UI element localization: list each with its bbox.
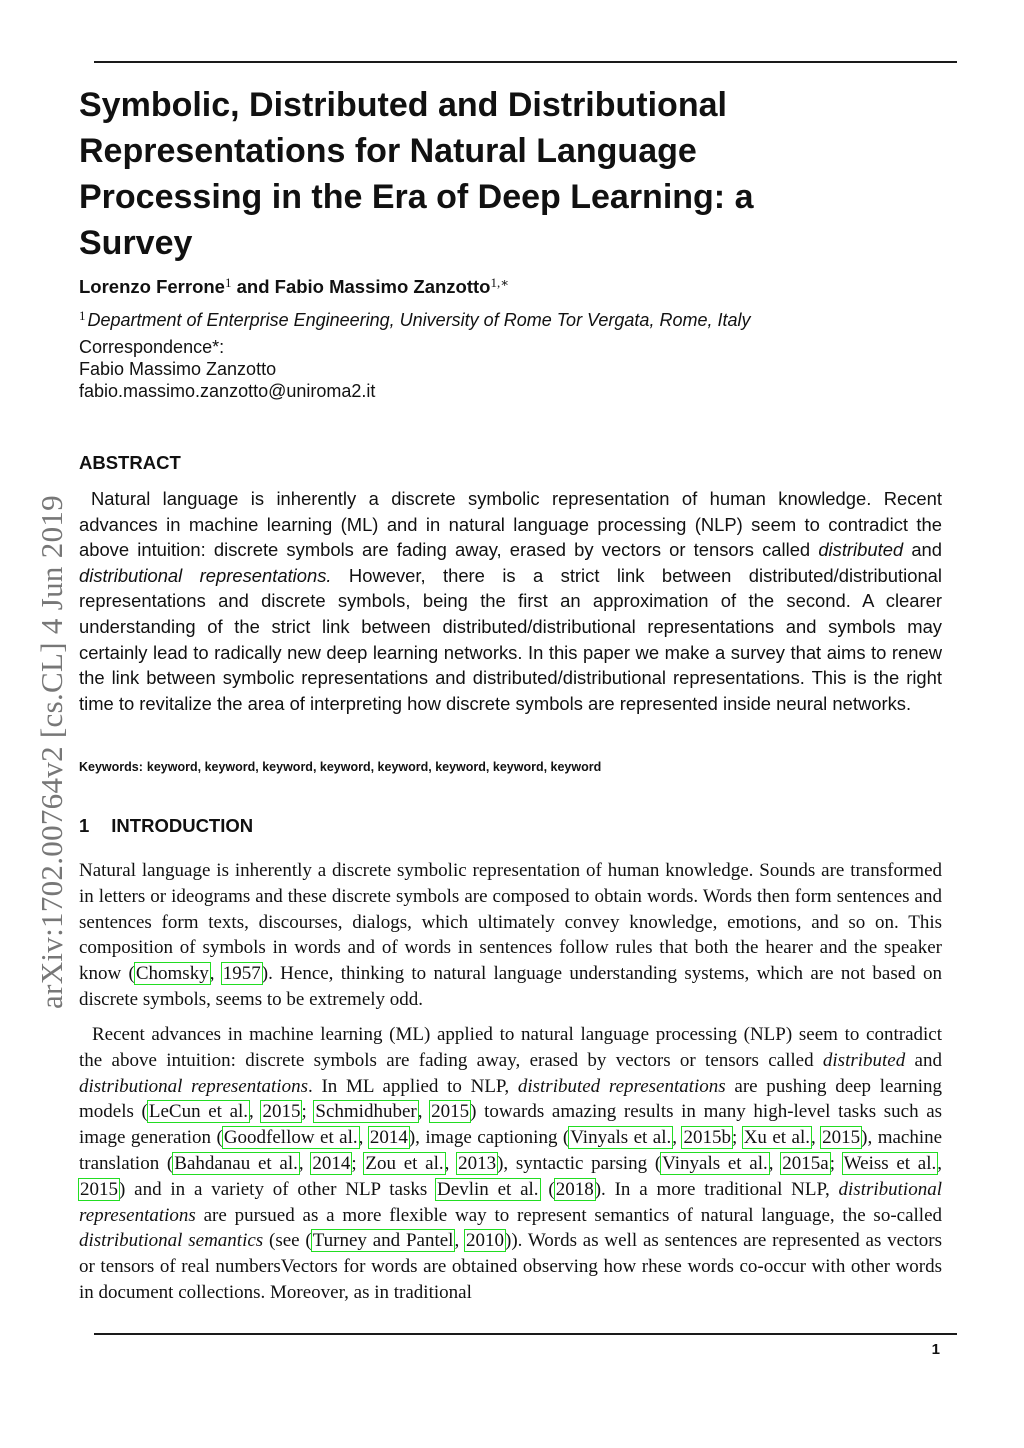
abstract-emphasis: distributed	[818, 539, 904, 561]
citation-link[interactable]: 2018	[555, 1178, 594, 1200]
text-span: Recent advances in machine learning (ML) applied to natural language processing (NLP) seem to contradict the above intuition: discrete symbols are fading away, erased by vectors or tensors called	[79, 1024, 942, 1071]
citation-link[interactable]: Weiss et al.	[843, 1152, 937, 1174]
text-span: )). Words as well as sentences are represented as vectors or tensors of real numbersVectors for words are obtained observing how rhese words co-occur with other words in document collections. Moreover, as in traditional	[79, 1230, 943, 1303]
citation-link[interactable]: Vinyals et al.	[662, 1152, 768, 1174]
section-heading-introduction	[79, 815, 253, 837]
text-span: ), syntactic parsing (	[497, 1152, 662, 1174]
text-span: are pushing deep learning models (	[79, 1075, 943, 1123]
text-span: ;	[351, 1152, 365, 1174]
keywords-text: keyword, keyword, keyword, keyword, keyword, keyword, keyword, keyword	[146, 760, 602, 774]
author-affiliation-mark: 1	[224, 275, 232, 290]
text-span: ,	[417, 1101, 431, 1123]
text-span: ,	[209, 963, 222, 985]
abstract-span: and	[903, 539, 942, 561]
emphasis: distributed	[822, 1049, 906, 1071]
author-affiliation-mark: 1,∗	[490, 275, 510, 290]
citation-link[interactable]: 1957	[222, 963, 261, 985]
correspondence-email: fabio.massimo.zanzotto@uniroma2.it	[79, 381, 376, 401]
header-rule	[94, 61, 957, 63]
text-span: ), machine translation (	[79, 1127, 943, 1174]
text-span: Natural language is inherently a discrete symbolic representation of human knowledge. Sounds are transformed in letters or ideograms and these discrete symbols are composed to obtain words. Words then form sentences and sentences form texts, discourses, dialogs, which ultimately convey knowledge, emotions, and so on. This composition of symbols in words and of words in sentences follow rules that both the hearer and the speaker know (	[79, 860, 942, 985]
abstract-emphasis: distributional representations.	[79, 564, 332, 586]
citation-link[interactable]: Vinyals et al.	[570, 1127, 672, 1149]
citation-link[interactable]: Goodfellow et al.	[223, 1127, 358, 1149]
text-span: ,	[937, 1152, 943, 1174]
text-span: and	[905, 1049, 942, 1071]
citation-link[interactable]: LeCun et al.	[148, 1101, 249, 1123]
page-number: 1	[931, 1341, 940, 1358]
text-span: ;	[301, 1101, 315, 1123]
abstract-span: However, there is a strict link between distributed/distributional representations and discrete symbols, being the first an approximation of the second. A clearer understanding of the strict link between distributed/distributional representations and symbols may certainly lead to radically new deep learning networks. In this paper we make a survey that aims to renew the link between symbolic representations and distributed/distributional representations. This is the right time to revitalize the area of interpreting how discrete symbols are represented inside neural networks.	[79, 564, 942, 714]
text-span: (see (	[263, 1230, 312, 1252]
text-span: ,	[358, 1127, 369, 1149]
text-span: ;	[731, 1127, 743, 1149]
text-span: . In ML applied to NLP,	[307, 1075, 518, 1097]
section-title: INTRODUCTION	[111, 815, 254, 836]
citation-link[interactable]: 2015	[80, 1178, 118, 1200]
section-number: 1	[79, 815, 90, 836]
affiliation-mark: 1	[79, 308, 86, 323]
citation-link[interactable]: 2015b	[683, 1127, 731, 1149]
author-line	[79, 269, 509, 301]
text-span: ) towards amazing results in many high-level tasks such as image generation (	[79, 1101, 943, 1149]
affiliation-text: Department of Enterprise Engineering, University of Rome Tor Vergata, Rome, Italy	[87, 310, 751, 330]
keywords-line	[79, 760, 601, 774]
intro-paragraph-1	[79, 858, 942, 1013]
text-span: (	[539, 1178, 555, 1200]
emphasis: distributed representations	[517, 1075, 726, 1097]
text-span: ,	[672, 1127, 683, 1149]
arxiv-side-stamp: arXiv:1702.00764v2 [cs.CL] 4 Jun 2019	[34, 495, 69, 1009]
author-name: Lorenzo Ferrone	[79, 276, 225, 297]
citation-link[interactable]: Xu et al.	[743, 1127, 810, 1149]
author-connector: and	[231, 276, 275, 297]
citation-link[interactable]: 2010	[466, 1230, 505, 1252]
author-name: Fabio Massimo Zanzotto	[274, 276, 491, 297]
abstract-span: Natural language is inherently a discrete symbolic representation of human knowledge. Recent advances in machine learning (ML) and in natural language processing (NLP) seem to contradict the above intuition: discrete symbols are fading away, erased by vectors or tensors called	[79, 488, 942, 561]
citation-link[interactable]: Turney and Pantel	[312, 1230, 454, 1252]
correspondence-block	[79, 336, 375, 402]
citation-link[interactable]: 2014	[369, 1127, 408, 1149]
citation-link[interactable]: 2015	[431, 1101, 470, 1123]
keywords-label: Keywords:	[79, 760, 143, 774]
text-span: ), image captioning (	[408, 1127, 570, 1149]
intro-paragraph-2	[79, 1022, 942, 1306]
text-span: are pursued as a more flexible way to represent semantics of natural language, the so-called	[195, 1204, 942, 1226]
citation-link[interactable]: Chomsky	[135, 963, 209, 985]
emphasis: distributional representations	[79, 1178, 942, 1226]
text-span: ,	[810, 1127, 822, 1149]
citation-link[interactable]: 2015a	[782, 1152, 829, 1174]
correspondence-name: Fabio Massimo Zanzotto	[79, 359, 277, 379]
affiliation-line	[79, 302, 750, 334]
citation-link[interactable]: Bahdanau et al.	[174, 1152, 298, 1174]
abstract-text	[79, 486, 942, 716]
text-span: ,	[454, 1230, 466, 1252]
citation-link[interactable]: Devlin et al.	[437, 1178, 539, 1200]
text-span: ). Hence, thinking to natural language understanding systems, which are not based on discrete symbols, seems to be extremely odd.	[79, 963, 942, 1010]
emphasis: distributional semantics	[79, 1230, 264, 1252]
text-span: ,	[444, 1152, 458, 1174]
text-span: ;	[829, 1152, 843, 1174]
text-span: ,	[298, 1152, 312, 1174]
text-span: ) and in a variety of other NLP tasks	[119, 1178, 437, 1200]
citation-link[interactable]: 2014	[312, 1152, 351, 1174]
citation-link[interactable]: Zou et al.	[365, 1152, 444, 1174]
citation-link[interactable]: 2015	[262, 1101, 301, 1123]
text-span: ,	[768, 1152, 782, 1174]
text-span: ,	[249, 1101, 262, 1123]
citation-link[interactable]: 2015	[822, 1127, 861, 1149]
emphasis: distributional representations	[79, 1075, 308, 1097]
citation-link[interactable]: Schmidhuber	[315, 1101, 417, 1123]
footer-rule	[94, 1333, 957, 1335]
abstract-heading: ABSTRACT	[79, 452, 181, 473]
paper-title: Symbolic, Distributed and Distributional Representations for Natural Language Processing in the Era of Deep Learning: a Survey	[79, 86, 754, 262]
text-span: ). In a more traditional NLP,	[594, 1178, 839, 1200]
citation-link[interactable]: 2013	[458, 1152, 497, 1174]
correspondence-label: Correspondence*:	[79, 337, 225, 357]
